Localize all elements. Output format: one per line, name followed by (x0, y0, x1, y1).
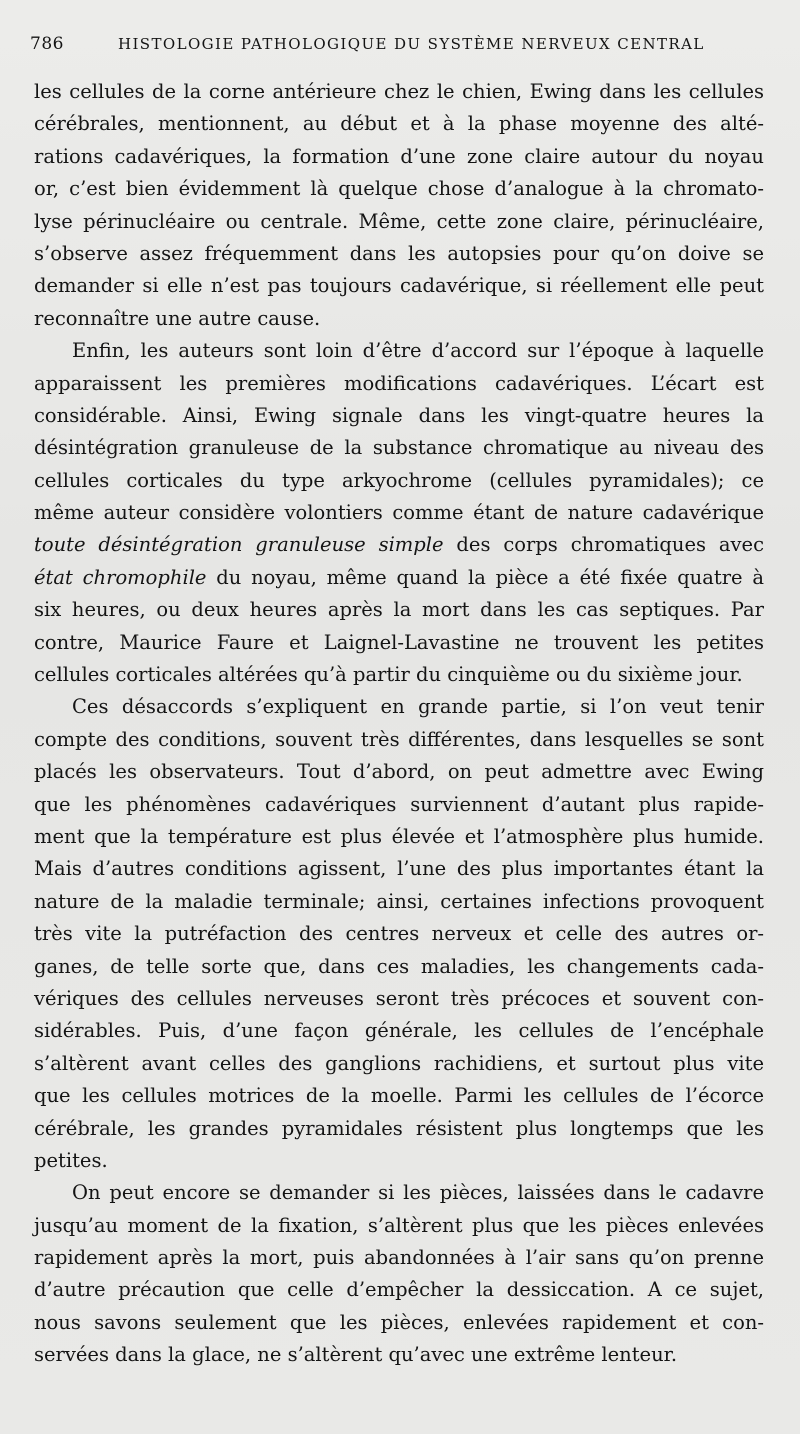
text-line: compte des conditions, souvent très différentes, dans lesquelles se sont (34, 727, 764, 751)
text-line: apparaissent les premières modifications cadavériques. L’écart est (34, 371, 764, 395)
text-line: On peut encore se demander si les pièces, laissées dans le cadavre (72, 1181, 764, 1205)
text-line: cellules corticales du type arkyochrome (cellules pyramidales); ce (34, 468, 764, 492)
text-line: s’altèrent avant celles des ganglions rachidiens, et surtout plus vite (34, 1051, 764, 1075)
running-head (30, 34, 770, 62)
text-line: rapidement après la mort, puis abandonnées à l’air sans qu’on prenne (34, 1246, 764, 1270)
text-line: s’observe assez fréquemment dans les autopsies pour qu’on doive se (34, 241, 764, 265)
text-line: jusqu’au moment de la fixation, s’altèrent plus que les pièces enlevées (34, 1213, 764, 1237)
text-line: six heures, ou deux heures après la mort dans les cas septiques. Par (34, 598, 764, 622)
text-line: état chromophile du noyau, même quand la pièce a été fixée quatre à (34, 565, 764, 589)
running-title: HISTOLOGIE PATHOLOGIQUE DU SYSTÈME NERVEUX CENTRAL (118, 35, 705, 53)
text-line: Enfin, les auteurs sont loin d’être d’accord sur l’époque à laquelle (72, 339, 764, 363)
text-line: demander si elle n’est pas toujours cadavérique, si réellement elle peut (34, 274, 764, 298)
text-line: les cellules de la corne antérieure chez le chien, Ewing dans les cellules (34, 80, 764, 103)
text-line: lyse périnucléaire ou centrale. Même, cette zone claire, périnucléaire, (34, 209, 764, 233)
text-line: toute désintégration granuleuse simple des corps chromatiques avec (34, 533, 764, 557)
text-line: que les cellules motrices de la moelle. Parmi les cellules de l’écorce (34, 1084, 764, 1108)
text-line: reconnaître une autre cause. (34, 306, 321, 330)
text-line: désintégration granuleuse de la substance chromatique au niveau des (34, 436, 764, 460)
text-line: placés les observateurs. Tout d’abord, on peut admettre avec Ewing (34, 760, 764, 784)
text-line: contre, Maurice Faure et Laignel-Lavastine ne trouvent les petites (34, 630, 764, 654)
italic-phrase: toute désintégration granuleuse simple (34, 533, 444, 557)
text-line: cellules corticales altérées qu’à partir du cinquième ou du sixième jour. (34, 663, 743, 687)
text-line: nature de la maladie terminale; ainsi, certaines infections provoquent (34, 889, 764, 913)
page-number: 786 (30, 34, 64, 54)
text-line: Ces désaccords s’expliquent en grande partie, si l’on veut tenir (72, 695, 764, 719)
text-line: considérable. Ainsi, Ewing signale dans les vingt-quatre heures la (34, 403, 764, 427)
text-line: cérébrale, les grandes pyramidales résistent plus longtemps que les (34, 1116, 764, 1140)
body-text (34, 76, 764, 1372)
text-line: même auteur considère volontiers comme étant de nature cadavérique (34, 501, 764, 525)
italic-phrase: état chromophile (34, 565, 207, 589)
text-line: cérébrales, mentionnent, au début et à la phase moyenne des alté- (34, 112, 764, 136)
text-line: que les phénomènes cadavériques surviennent d’autant plus rapide- (34, 792, 764, 816)
text-line: sidérables. Puis, d’une façon générale, les cellules de l’encéphale (34, 1019, 764, 1043)
text-line: très vite la putréfaction des centres nerveux et celle des autres or- (34, 922, 764, 946)
text-line: servées dans la glace, ne s’altèrent qu’avec une extrême lenteur. (34, 1343, 678, 1367)
text-line: rations cadavériques, la formation d’une zone claire autour du noyau (34, 144, 764, 168)
text-line: d’autre précaution que celle d’empêcher la dessiccation. A ce sujet, (34, 1278, 764, 1302)
text-line: petites. (34, 1148, 108, 1172)
text-line: ment que la température est plus élevée et l’atmosphère plus humide. (34, 824, 764, 848)
text-line: or, c’est bien évidemment là quelque chose d’analogue à la chromato- (34, 177, 764, 201)
text-line: vériques des cellules nerveuses seront très précoces et souvent con- (34, 986, 764, 1010)
text-line: nous savons seulement que les pièces, enlevées rapidement et con- (34, 1310, 764, 1334)
text-line: ganes, de telle sorte que, dans ces maladies, les changements cada- (34, 954, 764, 978)
text-line: Mais d’autres conditions agissent, l’une des plus importantes étant la (34, 857, 764, 881)
